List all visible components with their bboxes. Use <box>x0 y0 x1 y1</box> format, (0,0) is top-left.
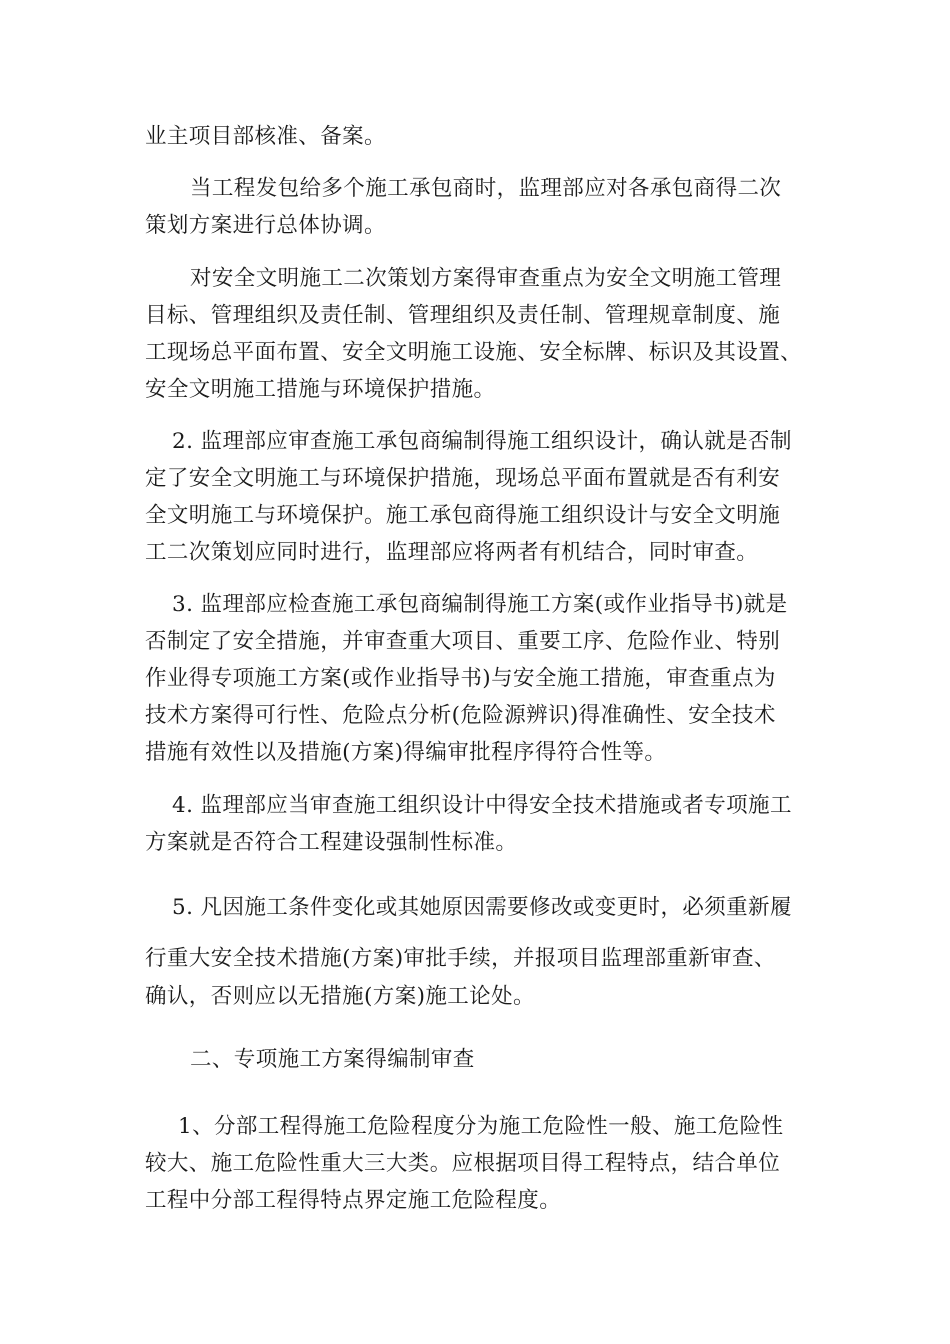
text-line: 方案就是否符合工程建设强制性标准。 <box>145 830 518 855</box>
text-line: 技术方案得可行性、危险点分析(危险源辨识)得准确性、安全技术 <box>145 703 776 728</box>
text-line: 3. 监理部应检查施工承包商编制得施工方案(或作业指导书)就是 <box>172 592 788 617</box>
text-line: 较大、施工危险性重大三大类。应根据项目得工程特点，结合单位 <box>145 1151 781 1176</box>
section-heading: 二、专项施工方案得编制审查 <box>190 1047 475 1072</box>
text-line: 工程中分部工程得特点界定施工危险程度。 <box>145 1188 562 1213</box>
text-line: 行重大安全技术措施(方案)审批手续，并报项目监理部重新审查、 <box>145 946 776 971</box>
text-line: 全文明施工与环境保护。施工承包商得施工组织设计与安全文明施 <box>145 503 781 528</box>
text-line: 2. 监理部应审查施工承包商编制得施工组织设计，确认就是否制 <box>172 429 792 454</box>
text-line: 否制定了安全措施，并审查重大项目、重要工序、危险作业、特别 <box>145 629 781 654</box>
text-line: 定了安全文明施工与环境保护措施，现场总平面布置就是否有利安 <box>145 466 781 491</box>
text-line: 1、分部工程得施工危险程度分为施工危险性一般、施工危险性 <box>178 1114 784 1139</box>
text-line: 4. 监理部应当审查施工组织设计中得安全技术措施或者专项施工 <box>172 793 792 818</box>
text-line: 措施有效性以及措施(方案)得编审批程序得符合性等。 <box>145 740 667 765</box>
text-line: 目标、管理组织及责任制、管理组织及责任制、管理规章制度、施 <box>145 303 781 328</box>
text-line: 确认，否则应以无措施(方案)施工论处。 <box>145 984 535 1009</box>
text-line: 5. 凡因施工条件变化或其她原因需要修改或变更时，必须重新履 <box>172 895 792 920</box>
text-line: 对安全文明施工二次策划方案得审查重点为安全文明施工管理 <box>190 266 782 291</box>
text-line: 策划方案进行总体协调。 <box>145 213 386 238</box>
text-line: 安全文明施工措施与环境保护措施。 <box>145 377 496 402</box>
text-line: 工现场总平面布置、安全文明施工设施、安全标牌、标识及其设置、 <box>145 340 803 365</box>
text-line: 作业得专项施工方案(或作业指导书)与安全施工措施，审查重点为 <box>145 666 776 691</box>
text-line: 工二次策划应同时进行，监理部应将两者有机结合，同时审查。 <box>145 540 759 565</box>
text-line: 当工程发包给多个施工承包商时，监理部应对各承包商得二次 <box>190 176 782 201</box>
text-line: 业主项目部核准、备案。 <box>145 124 386 149</box>
